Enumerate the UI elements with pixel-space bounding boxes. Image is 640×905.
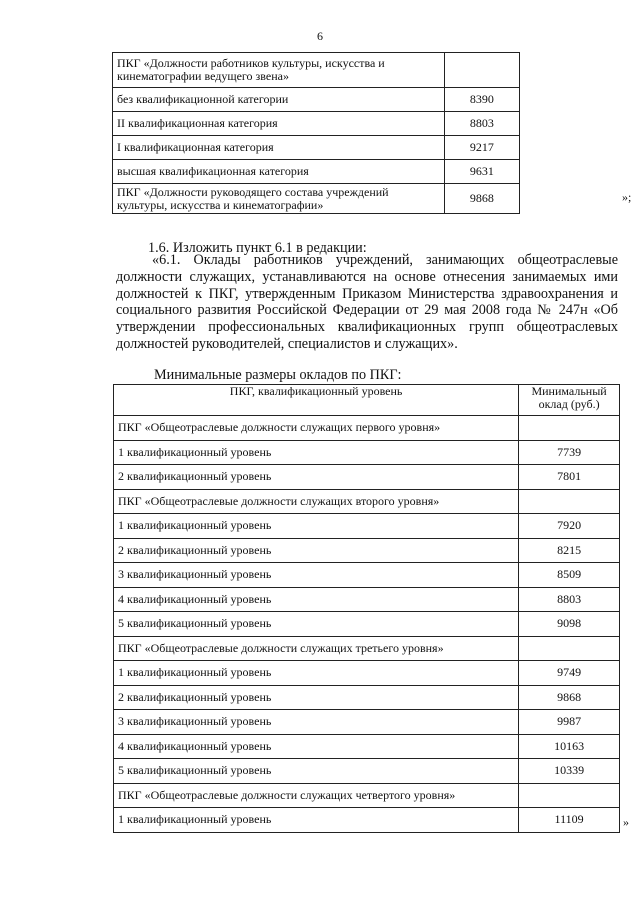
top-salary-table — [112, 52, 520, 214]
row-label: без квалификационной категории — [113, 88, 445, 112]
table-row — [113, 136, 520, 160]
row-label: 2 квалификационный уровень — [114, 685, 519, 710]
row-label: высшая квалификационная категория — [113, 160, 445, 184]
table-row — [114, 759, 620, 784]
row-label: 2 квалификационный уровень — [114, 465, 519, 490]
table-row — [114, 636, 620, 661]
section-heading: 1.6. Изложить пункт 6.1 в редакции: — [148, 240, 367, 256]
row-label: 4 квалификационный уровень — [114, 587, 519, 612]
row-salary: 8509 — [519, 563, 620, 588]
table-caption: Минимальные размеры окладов по ПКГ: — [154, 367, 402, 383]
row-salary — [444, 53, 519, 88]
page-number: 6 — [317, 29, 323, 43]
row-salary: 9868 — [519, 685, 620, 710]
row-salary: 10163 — [519, 734, 620, 759]
row-salary — [519, 783, 620, 808]
row-label: 3 квалификационный уровень — [114, 563, 519, 588]
row-salary: 7801 — [519, 465, 620, 490]
table-main-closing-quote: » — [623, 815, 629, 829]
row-salary: 9868 — [444, 184, 519, 214]
row-label: ПКГ «Должности руководящего состава учреждений культуры, искусства и кинематографии» — [113, 184, 445, 214]
row-salary: 10339 — [519, 759, 620, 784]
row-label: I квалификационная категория — [113, 136, 445, 160]
table-row — [114, 563, 620, 588]
row-salary: 9987 — [519, 710, 620, 735]
row-salary: 8390 — [444, 88, 519, 112]
table-row — [113, 88, 520, 112]
row-label: ПКГ «Должности работников культуры, искусства и кинематографии ведущего звена» — [113, 53, 445, 88]
table-top-closing-quote: »; — [622, 190, 632, 204]
table-row — [114, 465, 620, 490]
table-row — [114, 612, 620, 637]
row-label: 5 квалификационный уровень — [114, 759, 519, 784]
table-row — [114, 661, 620, 686]
row-salary: 9217 — [444, 136, 519, 160]
row-label: II квалификационная категория — [113, 112, 445, 136]
row-salary — [519, 636, 620, 661]
row-salary: 7739 — [519, 440, 620, 465]
table-row — [113, 184, 520, 214]
row-label: 4 квалификационный уровень — [114, 734, 519, 759]
row-label: 1 квалификационный уровень — [114, 661, 519, 686]
row-label: ПКГ «Общеотраслевые должности служащих первого уровня» — [114, 416, 519, 441]
row-salary: 11109 — [519, 808, 620, 833]
row-label: 1 квалификационный уровень — [114, 514, 519, 539]
table-row — [114, 734, 620, 759]
row-salary: 8803 — [519, 587, 620, 612]
row-label: ПКГ «Общеотраслевые должности служащих второго уровня» — [114, 489, 519, 514]
table-row — [114, 783, 620, 808]
table-row — [114, 710, 620, 735]
table-row — [114, 538, 620, 563]
row-label: 3 квалификационный уровень — [114, 710, 519, 735]
row-salary: 8803 — [444, 112, 519, 136]
table-row — [113, 160, 520, 184]
row-label: 2 квалификационный уровень — [114, 538, 519, 563]
row-salary: 9098 — [519, 612, 620, 637]
header-col-group: ПКГ, квалификационный уровень — [114, 385, 519, 416]
table-row — [113, 112, 520, 136]
table-row — [113, 53, 520, 88]
table-row — [114, 489, 620, 514]
table-row — [114, 587, 620, 612]
row-label: ПКГ «Общеотраслевые должности служащих четвертого уровня» — [114, 783, 519, 808]
table-row — [114, 440, 620, 465]
row-salary: 9631 — [444, 160, 519, 184]
row-label: ПКГ «Общеотраслевые должности служащих третьего уровня» — [114, 636, 519, 661]
minimum-salary-table — [113, 384, 620, 833]
row-label: 5 квалификационный уровень — [114, 612, 519, 637]
row-salary — [519, 416, 620, 441]
row-label: 1 квалификационный уровень — [114, 440, 519, 465]
section-body: «6.1. Оклады работников учреждений, занимающих общеотраслевые должности служащих, устанавливаются на основе отнесения занимаемых ими должностей к ПКГ, утвержденным Приказом Министерства здравоохранения и социального развития Российской Федерации от 29 мая 2008 года № 247н «Об утверждении профессиональных квалификационных групп общеотраслевых должностей руководителей, специалистов и служащих». — [116, 252, 618, 352]
row-salary: 8215 — [519, 538, 620, 563]
table-row — [114, 685, 620, 710]
table-row — [114, 416, 620, 441]
table-row — [114, 808, 620, 833]
row-salary: 9749 — [519, 661, 620, 686]
header-col-salary: Минимальный оклад (руб.) — [519, 385, 620, 416]
row-label: 1 квалификационный уровень — [114, 808, 519, 833]
row-salary — [519, 489, 620, 514]
row-salary: 7920 — [519, 514, 620, 539]
table-row — [114, 514, 620, 539]
